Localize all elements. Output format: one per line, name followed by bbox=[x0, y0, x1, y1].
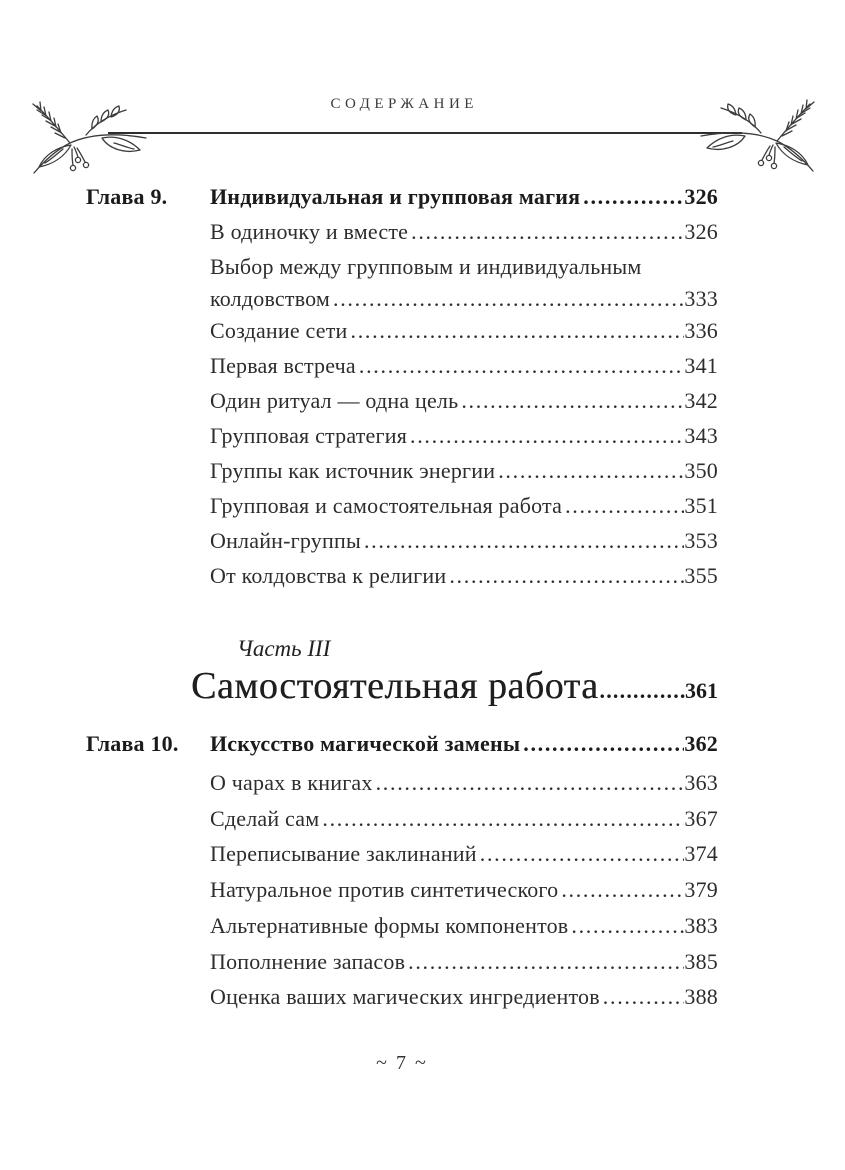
entry-page-number: 363 bbox=[684, 770, 718, 795]
dot-leader bbox=[583, 180, 684, 214]
chapter-label: Глава 9. bbox=[86, 184, 168, 209]
page-title: СОДЕРЖАНИЕ bbox=[330, 96, 478, 112]
entry-title: Групповая и самостоятельная работа bbox=[210, 493, 563, 518]
entry-title: От колдовства к религии bbox=[210, 563, 447, 588]
toc-entry-row bbox=[86, 418, 718, 453]
toc-entry-row bbox=[86, 348, 718, 383]
toc-content bbox=[86, 180, 718, 1015]
entry-title: О чарах в книгах bbox=[210, 770, 373, 795]
toc-entry-row bbox=[86, 383, 718, 418]
toc-entry-row bbox=[86, 523, 718, 558]
toc-chapter-row bbox=[86, 180, 718, 214]
dot-leader bbox=[498, 453, 684, 488]
dot-leader bbox=[461, 383, 684, 418]
chapter-label: Глава 10. bbox=[86, 731, 179, 756]
entry-page-number: 374 bbox=[684, 841, 718, 867]
entry-title: Создание сети bbox=[210, 318, 348, 343]
dot-leader bbox=[571, 908, 684, 944]
entry-page-number: 388 bbox=[684, 984, 718, 1010]
entry-page-number: 341 bbox=[684, 353, 718, 378]
dot-leader bbox=[364, 523, 684, 558]
toc-entry-row bbox=[86, 313, 718, 348]
entry-title-line2: колдовством bbox=[210, 286, 331, 311]
divider-line bbox=[108, 132, 742, 134]
dot-leader bbox=[561, 872, 684, 908]
entry-title: Один ритуал — одна цель bbox=[210, 388, 459, 413]
dot-leader bbox=[376, 765, 685, 801]
dot-leader bbox=[449, 558, 684, 593]
entry-page-number: 385 bbox=[684, 948, 718, 974]
toc-entry-row bbox=[86, 558, 718, 593]
entry-page-number: 379 bbox=[684, 877, 718, 903]
toc-entry-row-continuation bbox=[86, 284, 718, 313]
entry-title: В одиночку и вместе bbox=[210, 219, 409, 244]
dot-leader bbox=[565, 488, 684, 523]
floral-ornament-left bbox=[16, 93, 148, 185]
chapter-title: Индивидуальная и групповая магия bbox=[210, 184, 581, 209]
toc-entry-row bbox=[86, 872, 718, 908]
entry-title-line1: Выбор между групповым и индивидуальным bbox=[210, 254, 642, 279]
toc-entry-row bbox=[86, 765, 718, 801]
dot-leader bbox=[600, 669, 685, 713]
entry-page-number: 336 bbox=[684, 318, 718, 343]
dot-leader bbox=[359, 348, 685, 383]
toc-chapter-row bbox=[86, 727, 718, 761]
dot-leader bbox=[480, 836, 685, 872]
part-title: Самостоятельная работа bbox=[191, 665, 599, 707]
dot-leader bbox=[333, 284, 684, 313]
toc-entry-row bbox=[86, 801, 718, 837]
entry-title: Онлайн-группы bbox=[210, 528, 361, 553]
dot-leader bbox=[408, 944, 684, 980]
dot-leader bbox=[411, 214, 684, 249]
toc-entry-row bbox=[86, 908, 718, 944]
chapter-page-number: 362 bbox=[684, 731, 718, 756]
floral-ornament-right bbox=[699, 91, 831, 183]
entry-page-number: 326 bbox=[684, 219, 718, 244]
entry-title: Первая встреча bbox=[210, 353, 356, 378]
toc-entry-row bbox=[86, 453, 718, 488]
entry-page-number: 383 bbox=[684, 912, 718, 938]
entry-title: Групповая стратегия bbox=[210, 423, 408, 448]
part-title-row bbox=[191, 664, 718, 713]
toc-entry-row bbox=[86, 944, 718, 980]
entry-page-number: 355 bbox=[684, 563, 718, 588]
chapter-page-number: 326 bbox=[684, 184, 718, 209]
dot-leader bbox=[351, 313, 685, 348]
entry-title: Оценка ваших магических ингредиентов bbox=[210, 984, 600, 1010]
dot-leader bbox=[410, 418, 684, 453]
dot-leader bbox=[322, 801, 684, 837]
entry-page-number: 350 bbox=[684, 458, 718, 483]
toc-entry-row bbox=[86, 214, 718, 249]
entry-title: Переписывание заклинаний bbox=[210, 841, 477, 867]
entry-page-number: 353 bbox=[684, 528, 718, 553]
page-footer: ~ 7 ~ bbox=[376, 1052, 428, 1074]
entry-page-number: 367 bbox=[684, 805, 718, 831]
part-page-number: 361 bbox=[685, 678, 718, 703]
entry-title: Альтернативные формы компонентов bbox=[210, 912, 569, 938]
entry-title: Пополнение запасов bbox=[210, 948, 406, 974]
toc-entry-row bbox=[86, 488, 718, 523]
toc-header bbox=[0, 0, 845, 180]
entry-page-number: 351 bbox=[684, 493, 718, 518]
dot-leader bbox=[523, 727, 684, 761]
entry-page-number: 342 bbox=[684, 388, 718, 413]
entry-title: Натуральное против синтетического bbox=[210, 877, 559, 903]
entry-title: Группы как источник энергии bbox=[210, 458, 496, 483]
toc-entry-row bbox=[86, 249, 718, 284]
chapter-title: Искусство магической замены bbox=[210, 731, 521, 756]
entry-page-number: 343 bbox=[684, 423, 718, 448]
dot-leader bbox=[603, 979, 685, 1015]
toc-entry-row bbox=[86, 979, 718, 1015]
entry-page-number: 333 bbox=[684, 286, 718, 311]
entry-title: Сделай сам bbox=[210, 805, 320, 831]
toc-entry-row bbox=[86, 836, 718, 872]
part-label: Часть III bbox=[237, 636, 331, 661]
